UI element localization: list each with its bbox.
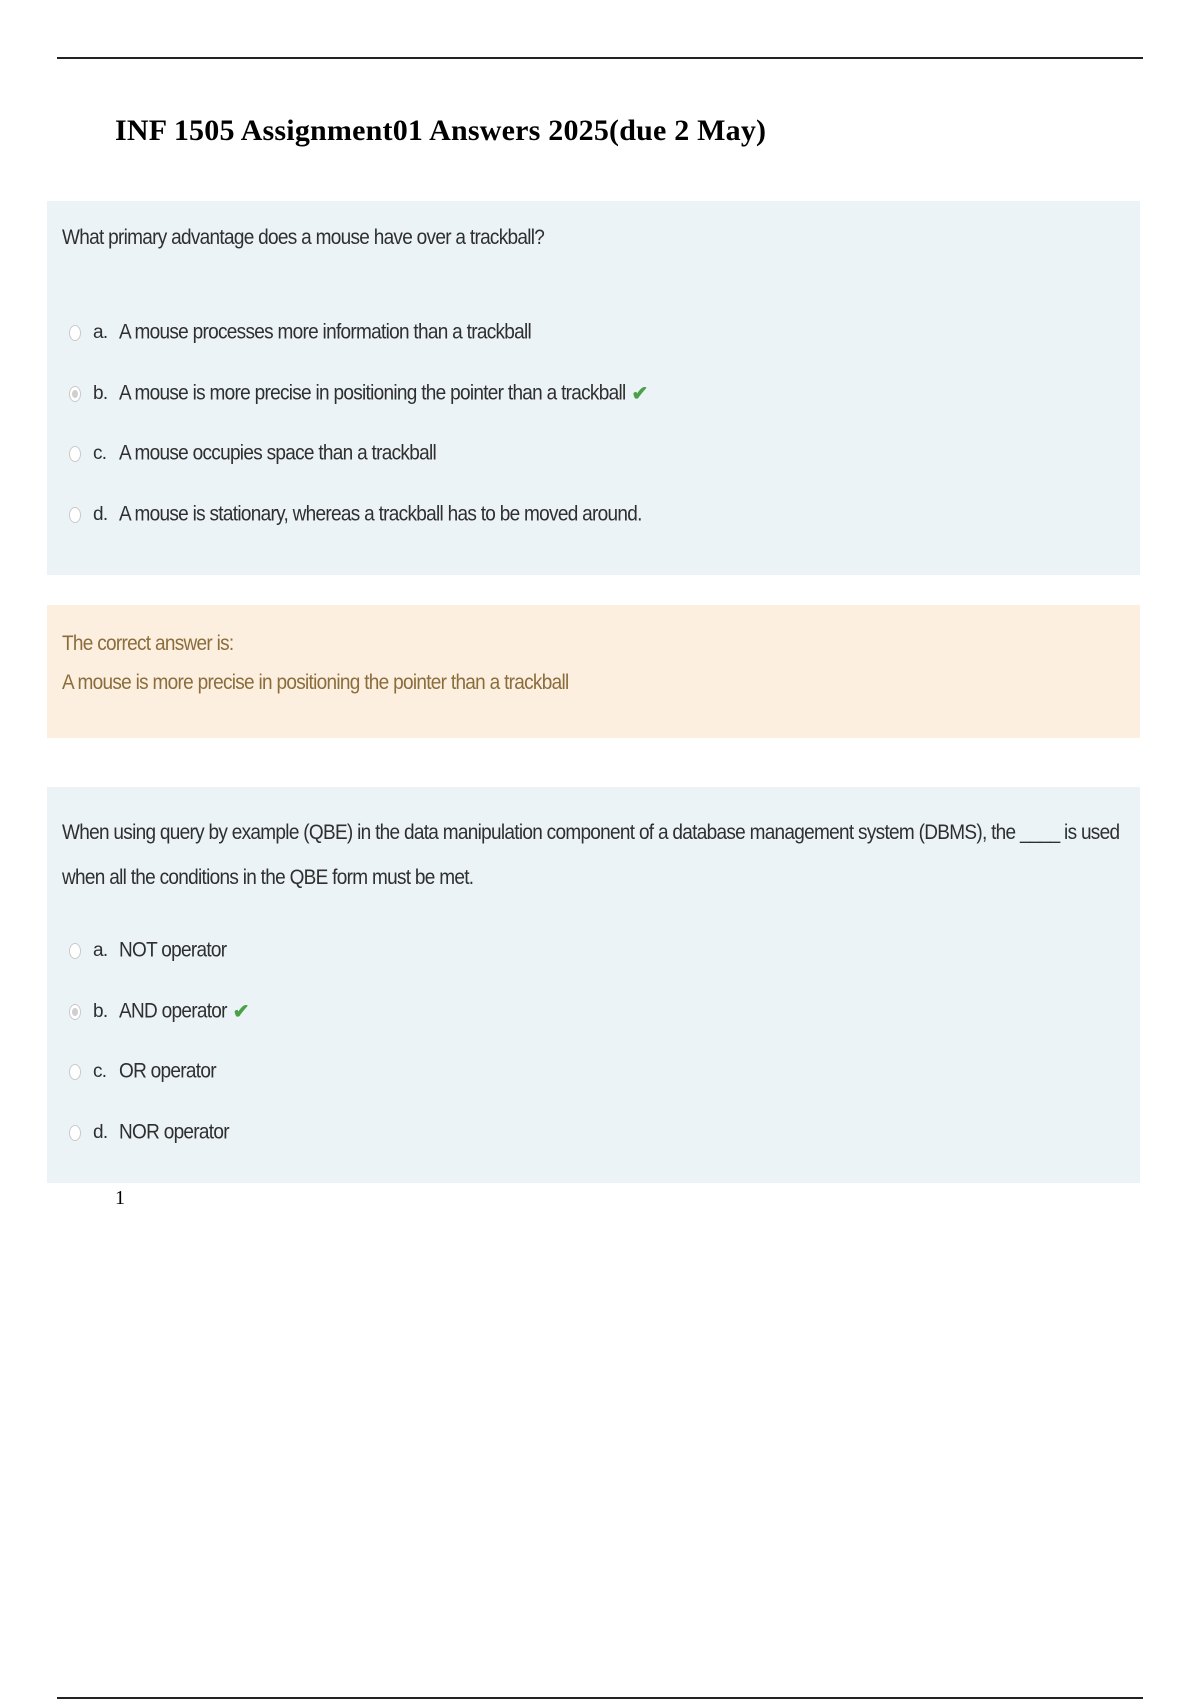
option-a[interactable] bbox=[69, 921, 249, 982]
check-icon: ✔ bbox=[631, 383, 648, 406]
question-1-text: What primary advantage does a mouse have over a trackball? bbox=[62, 226, 545, 250]
radio-button-icon[interactable] bbox=[69, 1064, 81, 1080]
radio-button-icon[interactable] bbox=[69, 943, 81, 959]
radio-button-icon[interactable] bbox=[69, 386, 81, 402]
option-letter: c. bbox=[93, 1061, 107, 1083]
option-d[interactable] bbox=[69, 1103, 249, 1164]
radio-button-icon[interactable] bbox=[69, 1125, 81, 1141]
option-c[interactable] bbox=[69, 1042, 249, 1103]
option-text: A mouse occupies space than a trackball bbox=[119, 442, 437, 466]
radio-button-icon[interactable] bbox=[69, 446, 81, 462]
radio-button-icon[interactable] bbox=[69, 507, 81, 523]
feedback-label: The correct answer is: bbox=[62, 632, 234, 656]
option-a[interactable] bbox=[69, 303, 648, 364]
check-icon: ✔ bbox=[232, 1001, 249, 1024]
option-text: A mouse is more precise in positioning the pointer than a trackball bbox=[119, 381, 626, 406]
top-rule bbox=[57, 57, 1143, 59]
option-letter: c. bbox=[93, 443, 107, 465]
option-letter: d. bbox=[93, 1122, 108, 1144]
radio-button-icon[interactable] bbox=[69, 1004, 81, 1020]
question-2-options bbox=[69, 921, 249, 1163]
question-2-text: When using query by example (QBE) in the data manipulation component of a database management system (DBMS), the ____ is used when all the conditions in the QBE form must be met. bbox=[62, 821, 1120, 890]
option-b[interactable] bbox=[69, 982, 249, 1043]
radio-button-icon[interactable] bbox=[69, 325, 81, 341]
option-letter: a. bbox=[93, 940, 108, 962]
option-text: AND operator bbox=[119, 999, 227, 1024]
page-number: 1 bbox=[115, 1187, 125, 1209]
option-text: NOR operator bbox=[119, 1120, 229, 1145]
option-letter: d. bbox=[93, 504, 108, 526]
correct-answer-feedback bbox=[47, 605, 1140, 738]
option-c[interactable] bbox=[69, 424, 648, 485]
option-text: NOT operator bbox=[119, 938, 227, 963]
question-1-options bbox=[69, 303, 648, 545]
feedback-answer: A mouse is more precise in positioning the pointer than a trackball bbox=[62, 671, 569, 695]
document-title: INF 1505 Assignment01 Answers 2025(due 2 May) bbox=[115, 114, 767, 147]
question-1-box bbox=[47, 201, 1140, 575]
option-b[interactable] bbox=[69, 364, 648, 425]
question-2-box bbox=[47, 787, 1140, 1183]
option-text: A mouse is stationary, whereas a trackball has to be moved around. bbox=[119, 502, 642, 527]
option-d[interactable] bbox=[69, 485, 648, 546]
option-letter: b. bbox=[93, 1000, 108, 1022]
option-text: OR operator bbox=[119, 1060, 216, 1084]
option-letter: a. bbox=[93, 322, 108, 344]
option-text: A mouse processes more information than a trackball bbox=[119, 320, 532, 345]
option-letter: b. bbox=[93, 382, 108, 404]
bottom-rule bbox=[57, 1697, 1143, 1699]
